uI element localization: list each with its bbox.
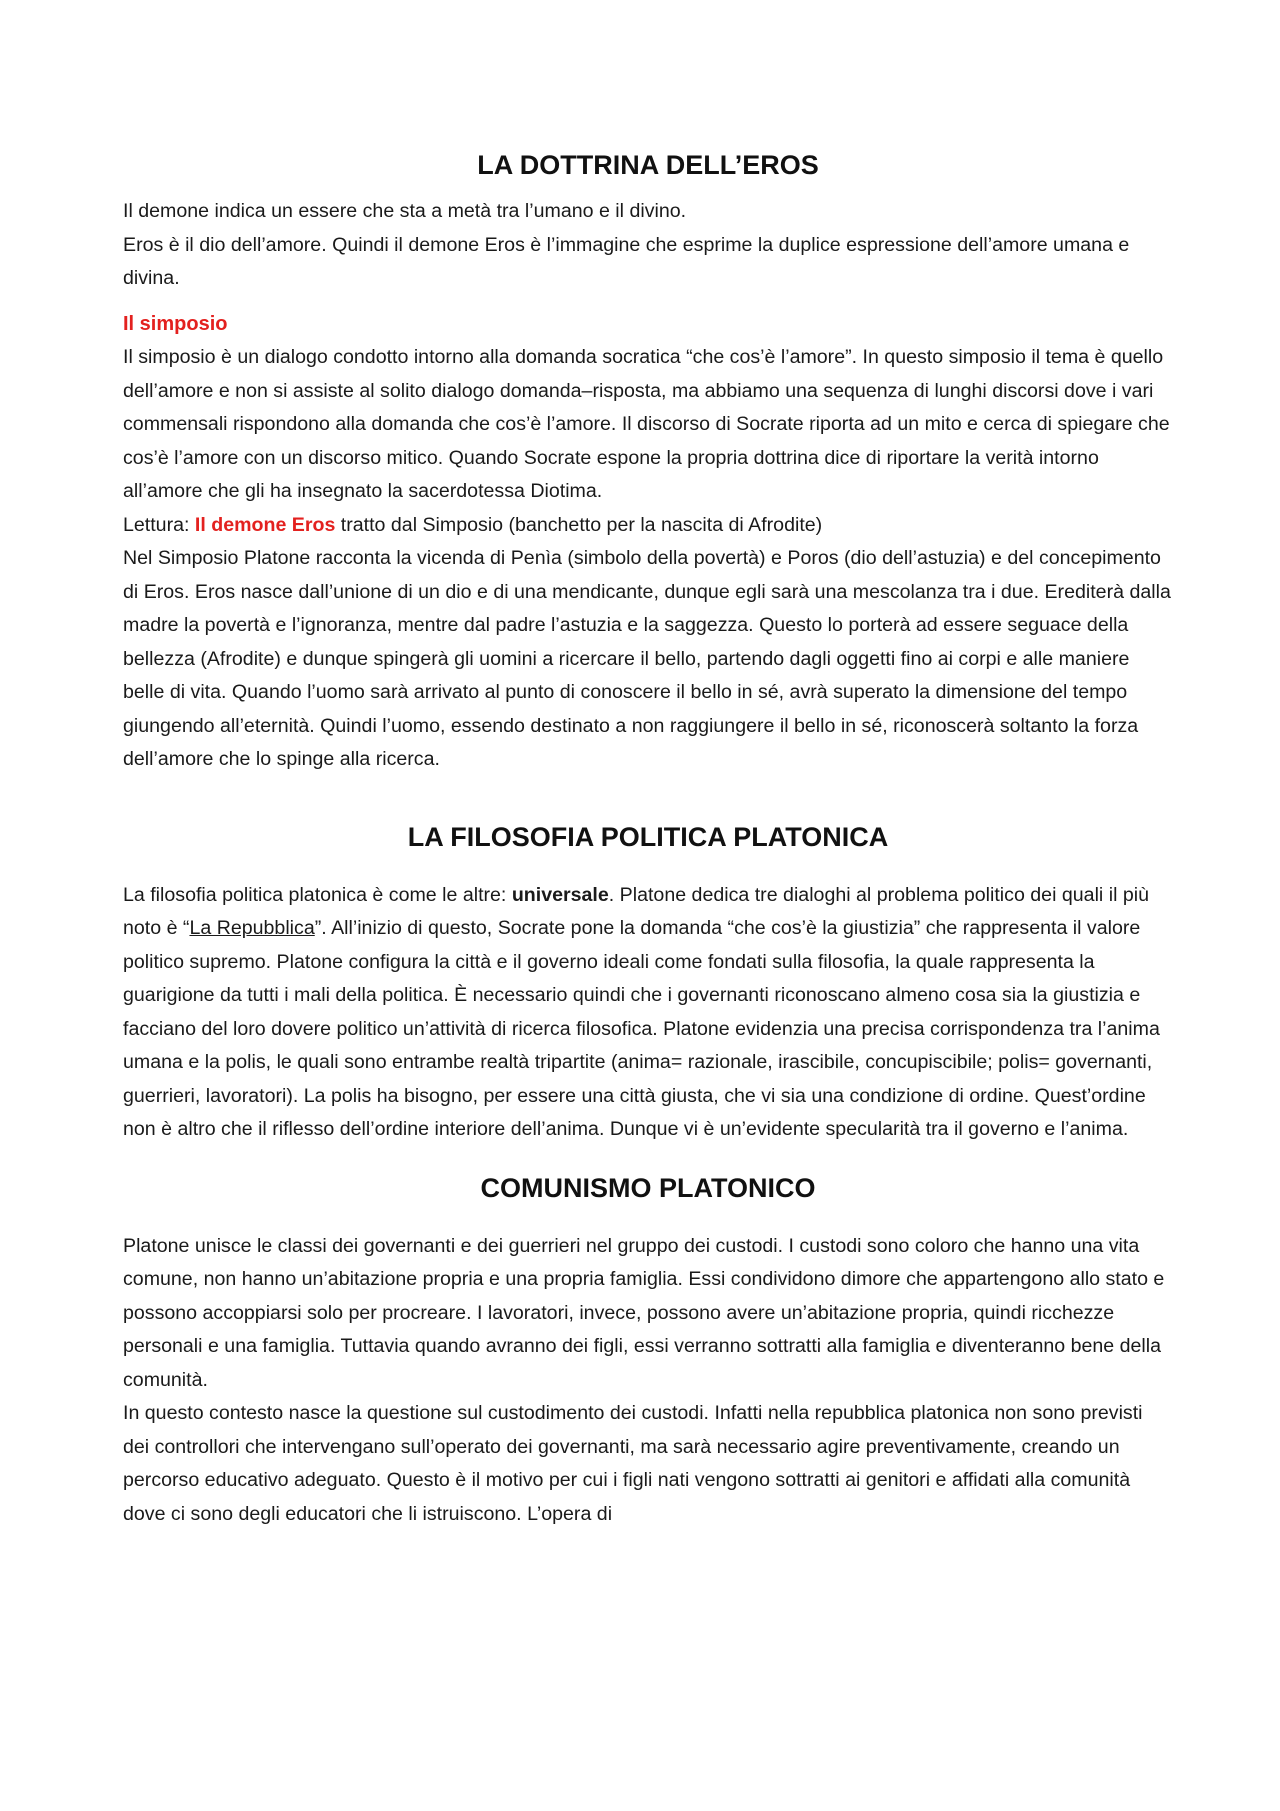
- fp-bold-universale: universale: [511, 883, 609, 906]
- comunismo-paragraph-1: Platone unisce le classi dei governanti e dei guerrieri nel gruppo dei custodi. I custodi sono coloro che hanno una vita comune, non hanno un’abitazione propria e una propria famiglia. Essi condividono dimore che appartengono allo stato e possono accoppiarsi solo per procreare. I lavoratori, invece, possono avere un’abitazione propria, quindi ricchezze personali e una famiglia. Tuttavia quando avranno dei figli, essi verranno sottratti alla famiglia e diventeranno bene della comunità.: [123, 1234, 1165, 1391]
- filosofia-politica-paragraph: [123, 879, 1173, 1147]
- simposio-paragraph: Il simposio è un dialogo condotto intorno alla domanda socratica “che cos’è l’amore”. In questo simposio il tema è quello dell’amore e non si assiste al solito dialogo domanda–risposta, ma abbiamo una sequenza di lunghi discorsi dove i vari commensali rispondono alla domanda che cos’è l’amore. Il discorso di Socrate riporta ad un mito e cerca di spiegare che cos’è l’amore con un discorso mitico. Quando Socrate espone la propria dottrina dice di riportare la verità intorno all’amore che gli ha insegnato la sacerdotessa Diotima.: [123, 346, 1170, 502]
- document-page: [123, 150, 1173, 1531]
- section-title-filosofia-politica: LA FILOSOFIA POLITICA PLATONICA: [407, 821, 889, 852]
- lettura-highlight: Il demone Eros: [194, 513, 336, 536]
- subheading-simposio: Il simposio: [123, 312, 228, 335]
- myth-paragraph: Nel Simposio Platone racconta la vicenda di Penìa (simbolo della povertà) e Poros (dio dell’astuzia) e del concepimento di Eros. Eros nasce dall’unione di un dio e di una mendicante, dunque egli sarà una mescolanza tra i due. Erediterà dalla madre la povertà e l’ignoranza, mentre dal padre l’astuzia e la saggezza. Questo lo porterà ad essere seguace della bellezza (Afrodite) e dunque spingerà gli uomini a ricercare il bello, partendo dagli oggetti fino ai corpi e alle maniere belle di vita. Quando l’uomo sarà arrivato al punto di conoscere il bello in sé, avrà superato la dimensione del tempo giungendo all’eternità. Quindi l’uomo, essendo destinato a non raggiungere il bello in sé, riconoscerà soltanto la forza dell’amore che lo spinge alla ricerca.: [123, 547, 1171, 770]
- comunismo-paragraph-2: In questo contesto nasce la questione sul custodimento dei custodi. Infatti nella repubblica platonica non sono previsti dei controllori che intervengano sull’operato dei governanti, ma sarà necessario agire preventivamente, creando un percorso educativo adeguato. Questo è il motivo per cui i figli nati vengono sottratti ai genitori e affidati alla comunità dove ci sono degli educatori che li istruiscono. L’opera di: [123, 1402, 1143, 1525]
- lettura-suffix: tratto dal Simposio (banchetto per la nascita di Afrodite): [335, 513, 823, 536]
- fp-underline-repubblica: La Repubblica: [189, 917, 315, 939]
- eros-intro: [123, 195, 1173, 296]
- section-title-eros: LA DOTTRINA DELL’EROS: [477, 150, 819, 180]
- fp-mid: . Platone dedica tre dialoghi al problema politico dei quali il più noto è “: [123, 883, 1150, 939]
- fp-start: La filosofia politica platonica è come le altre:: [123, 883, 512, 906]
- section-title-comunismo: COMUNISMO PLATONICO: [480, 1172, 816, 1203]
- section-spacer: [123, 1147, 1173, 1173]
- section-spacer: [123, 777, 1173, 822]
- lettura-line: [123, 509, 1173, 543]
- fp-end: ”. All’inizio di questo, Socrate pone la domanda “che cos’è la giustizia” che rappresenta il valore politico supremo. Platone configura la città e il governo ideali come fondati sulla filosofia, la quale rappresenta la guarigione da tutti i mali della politica. È necessario quindi che i governanti riconoscano almeno cosa sia la giustizia e facciano del loro dovere politico un’attività di ricerca filosofica. Platone evidenzia una precisa corrispondenza tra l’anima umana e la polis, le quali sono entrambe realtà tripartite (anima= razionale, irascibile, concupiscibile; polis= governanti, guerrieri, lavoratori). La polis ha bisogno, per essere una città giusta, che vi sia una condizione di ordine. Quest’ordine non è altro che il riflesso dell’ordine interiore dell’anima. Dunque vi è un’evidente specularità tra il governo e l’anima.: [123, 917, 1160, 1140]
- eros-intro-line-2: Eros è il dio dell’amore. Quindi il demone Eros è l’immagine che esprime la duplice espressione dell’amore umana e divina.: [123, 233, 1130, 289]
- eros-intro-line-1: Il demone indica un essere che sta a metà tra l’umano e il divino.: [123, 200, 687, 222]
- lettura-prefix: Lettura:: [123, 513, 195, 536]
